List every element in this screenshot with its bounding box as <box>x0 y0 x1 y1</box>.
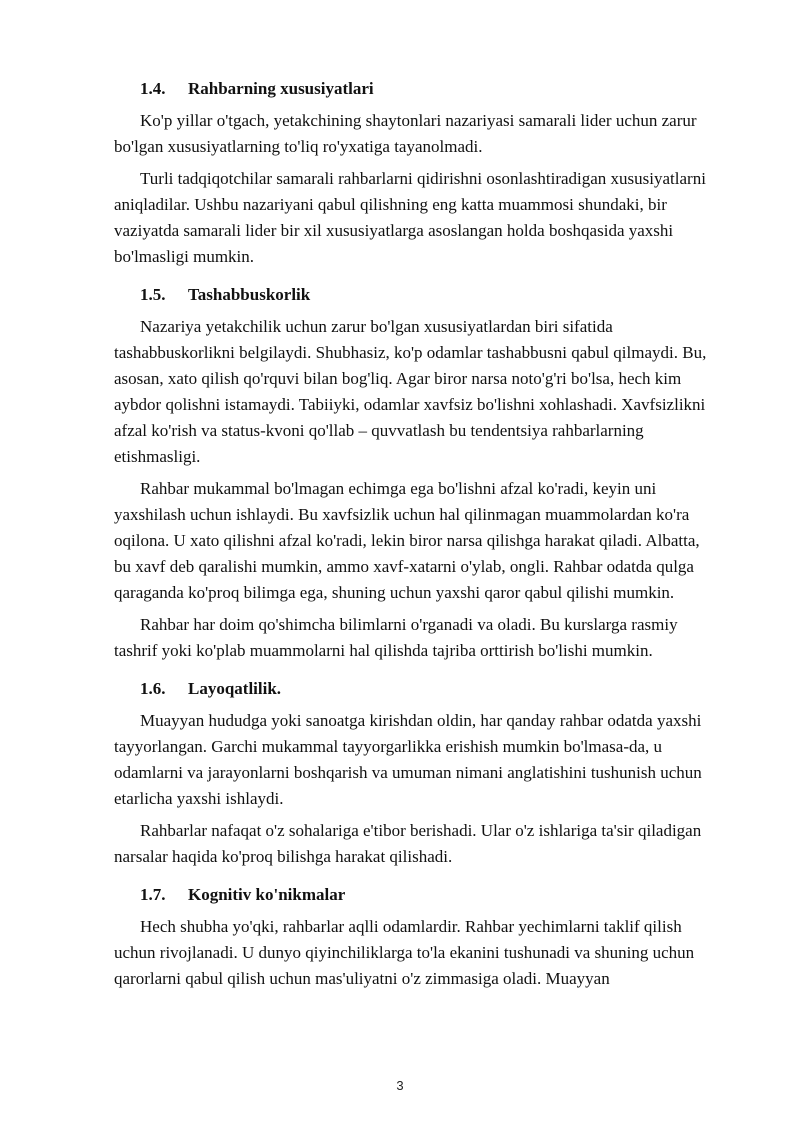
section-title: Kognitiv ko'nikmalar <box>188 885 346 904</box>
section-number: 1.6. <box>140 679 166 698</box>
section-heading <box>140 284 714 306</box>
section-heading <box>140 884 714 906</box>
section-number: 1.5. <box>140 285 166 304</box>
paragraph: Ko'p yillar o'tgach, yetakchining shaytonlari nazariyasi samarali lider uchun zarur bo'lgan xususiyatlarning to'liq ro'yxatiga tayanolmadi. <box>114 111 697 156</box>
page-content <box>114 78 714 998</box>
section-title: Layoqatlilik. <box>188 679 282 698</box>
section-title: Rahbarning xususiyatlari <box>188 79 374 98</box>
page-number: 3 <box>396 1078 404 1093</box>
section-1-6 <box>114 678 714 870</box>
section-heading <box>140 78 714 100</box>
section-heading <box>140 678 714 700</box>
section-number: 1.7. <box>140 885 166 904</box>
section-1-7 <box>114 884 714 992</box>
section-title: Tashabbuskorlik <box>188 285 311 304</box>
paragraph: Muayyan hududga yoki sanoatga kirishdan oldin, har qanday rahbar odatda yaxshi tayyorlangan. Garchi mukammal tayyorgarlikka erishish mumkin bo'lmasa-da, u odamlarni va jarayonlarni boshqarish va umuman nimani anglatishini tushunish uchun etarlicha yaxshi ishlaydi. <box>114 711 702 808</box>
paragraph: Turli tadqiqotchilar samarali rahbarlarni qidirishni osonlashtiradigan xususiyatlarni aniqladilar. Ushbu nazariyani qabul qilishning eng katta muammosi shundaki, bir vaziyatda samarali lider bir xil xususiyatlarga asoslangan holda boshqasida yaxshi bo'lmasligi mumkin. <box>114 169 706 266</box>
section-number: 1.4. <box>140 79 166 98</box>
paragraph: Nazariya yetakchilik uchun zarur bo'lgan xususiyatlardan biri sifatida tashabbuskorlikni belgilaydi. Shubhasiz, ko'p odamlar tashabbusni qabul qilmaydi. Bu, asosan, xato qilish qo'rquvi bilan bog'liq. Agar biror narsa noto'g'ri bo'lsa, hech kim aybdor qolishni istamaydi. Tabiiyki, odamlar xavfsiz bo'lishni xohlashadi. Xavfsizlikni afzal ko'rish va status-kvoni qo'llab – quvvatlash bu tendentsiya rahbarlarning etishmasligi. <box>114 317 707 466</box>
paragraph: Rahbar har doim qo'shimcha bilimlarni o'rganadi va oladi. Bu kurslarga rasmiy tashrif yoki ko'plab muammolarni hal qilishda tajriba orttirish bo'lishi mumkin. <box>114 615 678 660</box>
section-1-5 <box>114 284 714 664</box>
paragraph: Hech shubha yo'qki, rahbarlar aqlli odamlardir. Rahbar yechimlarni taklif qilish uchun rivojlanadi. U dunyo qiyinchiliklarga to'la ekanini tushunadi va shuning uchun qarorlarni qabul qilish uchun mas'uliyatni o'z zimmasiga oladi. Muayyan <box>114 917 695 988</box>
section-1-4 <box>114 78 714 270</box>
paragraph: Rahbar mukammal bo'lmagan echimga ega bo'lishni afzal ko'radi, keyin uni yaxshilash uchun ishlaydi. Bu xavfsizlik uchun hal qilinmagan muammolardan ko'ra oqilona. U xato qilishni afzal ko'radi, lekin biror narsa qilishga harakat qiladi. Albatta, bu xavf deb qaralishi mumkin, ammo xavf-xatarni o'ylab, ongli. Rahbar odatda qulga qaraganda ko'proq bilimga ega, shuning uchun yaxshi qaror qabul qilishi mumkin. <box>114 479 700 602</box>
paragraph: Rahbarlar nafaqat o'z sohalariga e'tibor berishadi. Ular o'z ishlariga ta'sir qiladigan narsalar haqida ko'proq bilishga harakat qilishadi. <box>114 821 702 866</box>
